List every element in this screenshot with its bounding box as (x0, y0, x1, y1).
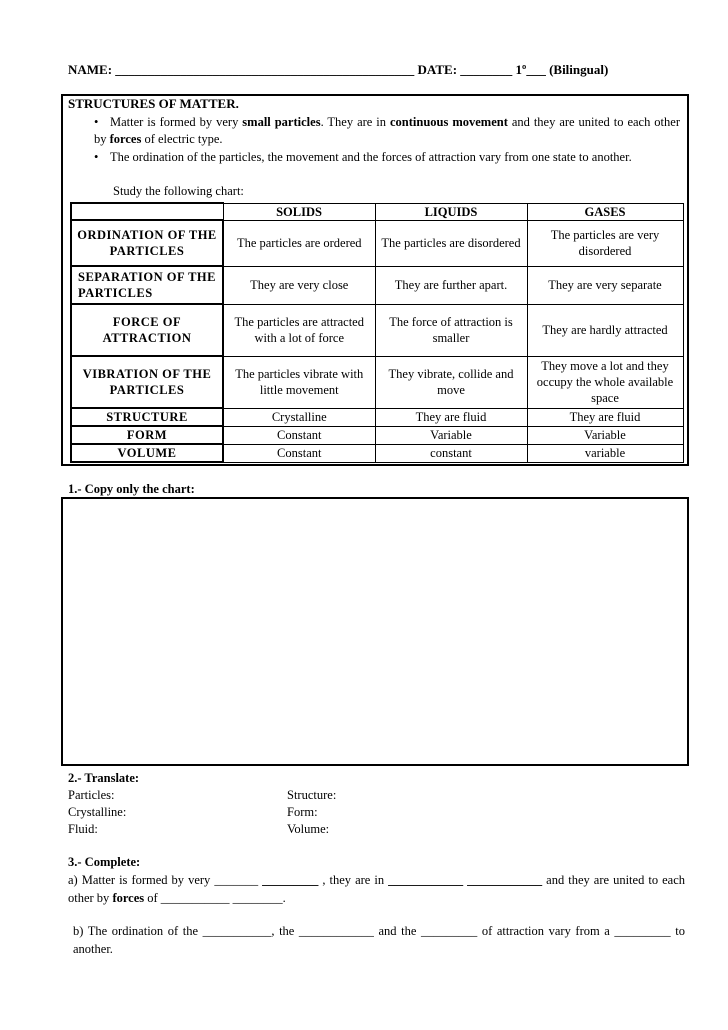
chart-cell: The particles are attracted with a lot of force (223, 304, 375, 356)
chart-row (71, 426, 683, 444)
complete-a-segment: ____________ (467, 873, 543, 887)
chart-row (71, 304, 683, 356)
chart-row-label: VIBRATION OF THE PARTICLES (71, 356, 223, 408)
chart-cell: The force of attraction is smaller (375, 304, 527, 356)
chart-row-label: FORCE OF ATTRACTION (71, 304, 223, 356)
translate-word: Particles: (68, 788, 115, 802)
study-instruction: Study the following chart: (113, 184, 244, 198)
chart-row (71, 266, 683, 304)
chart-cell: The particles are ordered (223, 220, 375, 266)
chart-cell: They vibrate, collide and move (375, 356, 527, 408)
chart-cell: They move a lot and they occupy the whole available space (527, 356, 683, 408)
bullet-matter (94, 114, 680, 148)
translate-word: Crystalline: (68, 805, 127, 819)
chart-cell: variable (527, 444, 683, 462)
chart-column-header: GASES (527, 203, 683, 220)
section-title: STRUCTURES OF MATTER. (68, 96, 239, 111)
chart-row (71, 408, 683, 426)
complete-a-segment: ____________ (388, 873, 464, 887)
chart-cell: They are hardly attracted (527, 304, 683, 356)
complete-sentence-a (68, 871, 685, 907)
chart-row-label: SEPARATION OF THE PARTICLES (71, 266, 223, 304)
chart-cell: constant (375, 444, 527, 462)
bullet-matter-segment: forces (109, 132, 142, 146)
chart-row (71, 220, 683, 266)
bullet-matter-segment: Matter is formed by very (110, 115, 243, 129)
chart-cell: Variable (527, 426, 683, 444)
chart-column-header: SOLIDS (223, 203, 375, 220)
bullet-ordination (94, 149, 680, 166)
translate-word: Volume: (287, 822, 330, 836)
bullet-matter-segment: . They are in (320, 115, 390, 129)
chart-cell: The particles vibrate with little movement (223, 356, 375, 408)
exercise-1-label: 1.- Copy only the chart: (68, 482, 195, 496)
chart-cell: They are very separate (527, 266, 683, 304)
complete-a-segment: a) Matter is formed by very _______ (68, 873, 263, 887)
chart-row-label: VOLUME (71, 444, 223, 462)
states-of-matter-chart (70, 202, 684, 463)
chart-row (71, 444, 683, 462)
translate-word: Structure: (287, 788, 337, 802)
complete-a-segment: forces (112, 891, 145, 905)
chart-header-row (71, 203, 683, 220)
chart-row-label: ORDINATION OF THE PARTICLES (71, 220, 223, 266)
bullet-matter-segment: and they are united to each other by (94, 115, 680, 146)
complete-a-segment: _________ (262, 873, 319, 887)
bullet-icon: • (94, 115, 99, 129)
chart-cell: They are further apart. (375, 266, 527, 304)
chart-cell: They are fluid (375, 408, 527, 426)
exercise-2-label: 2.- Translate: (68, 771, 140, 785)
chart-cell: Variable (375, 426, 527, 444)
exercise-3-label: 3.- Complete: (68, 855, 141, 869)
chart-cell: Crystalline (223, 408, 375, 426)
complete-a-segment: of ___________ ________. (144, 891, 286, 905)
copy-chart-answer-box[interactable] (61, 497, 689, 766)
bullet-matter-text (94, 115, 680, 146)
complete-a-segment: , they are in (318, 873, 389, 887)
chart-cell: They are fluid (527, 408, 683, 426)
chart-cell: The particles are very disordered (527, 220, 683, 266)
chart-row-label: FORM (71, 426, 223, 444)
translate-word: Fluid: (68, 822, 98, 836)
chart-cell: Constant (223, 426, 375, 444)
chart-cell: The particles are disordered (375, 220, 527, 266)
chart-cell: Constant (223, 444, 375, 462)
chart-row (71, 356, 683, 408)
bullet-icon: • (94, 150, 99, 164)
chart-column-header: LIQUIDS (375, 203, 527, 220)
bullet-matter-segment: continuous movement (390, 115, 508, 129)
bullet-matter-segment: small particles (242, 115, 321, 129)
name-date-header: NAME: ______________________________________________ DATE: ________ 1º___ (Bilingual) (68, 62, 609, 77)
bullet-matter-segment: of electric type. (141, 132, 223, 146)
complete-sentence-b: b) The ordination of the ___________, the ____________ and the _________ of attraction vary from a _________ to another. (73, 924, 685, 956)
chart-row-label: STRUCTURE (71, 408, 223, 426)
translate-word: Form: (287, 805, 318, 819)
complete-a-segment: and they are united to each other by (68, 873, 685, 905)
chart-cell: They are very close (223, 266, 375, 304)
chart-corner-cell (71, 203, 223, 220)
bullet-ordination-text: The ordination of the particles, the movement and the forces of attraction vary from one state to another. (110, 150, 632, 164)
